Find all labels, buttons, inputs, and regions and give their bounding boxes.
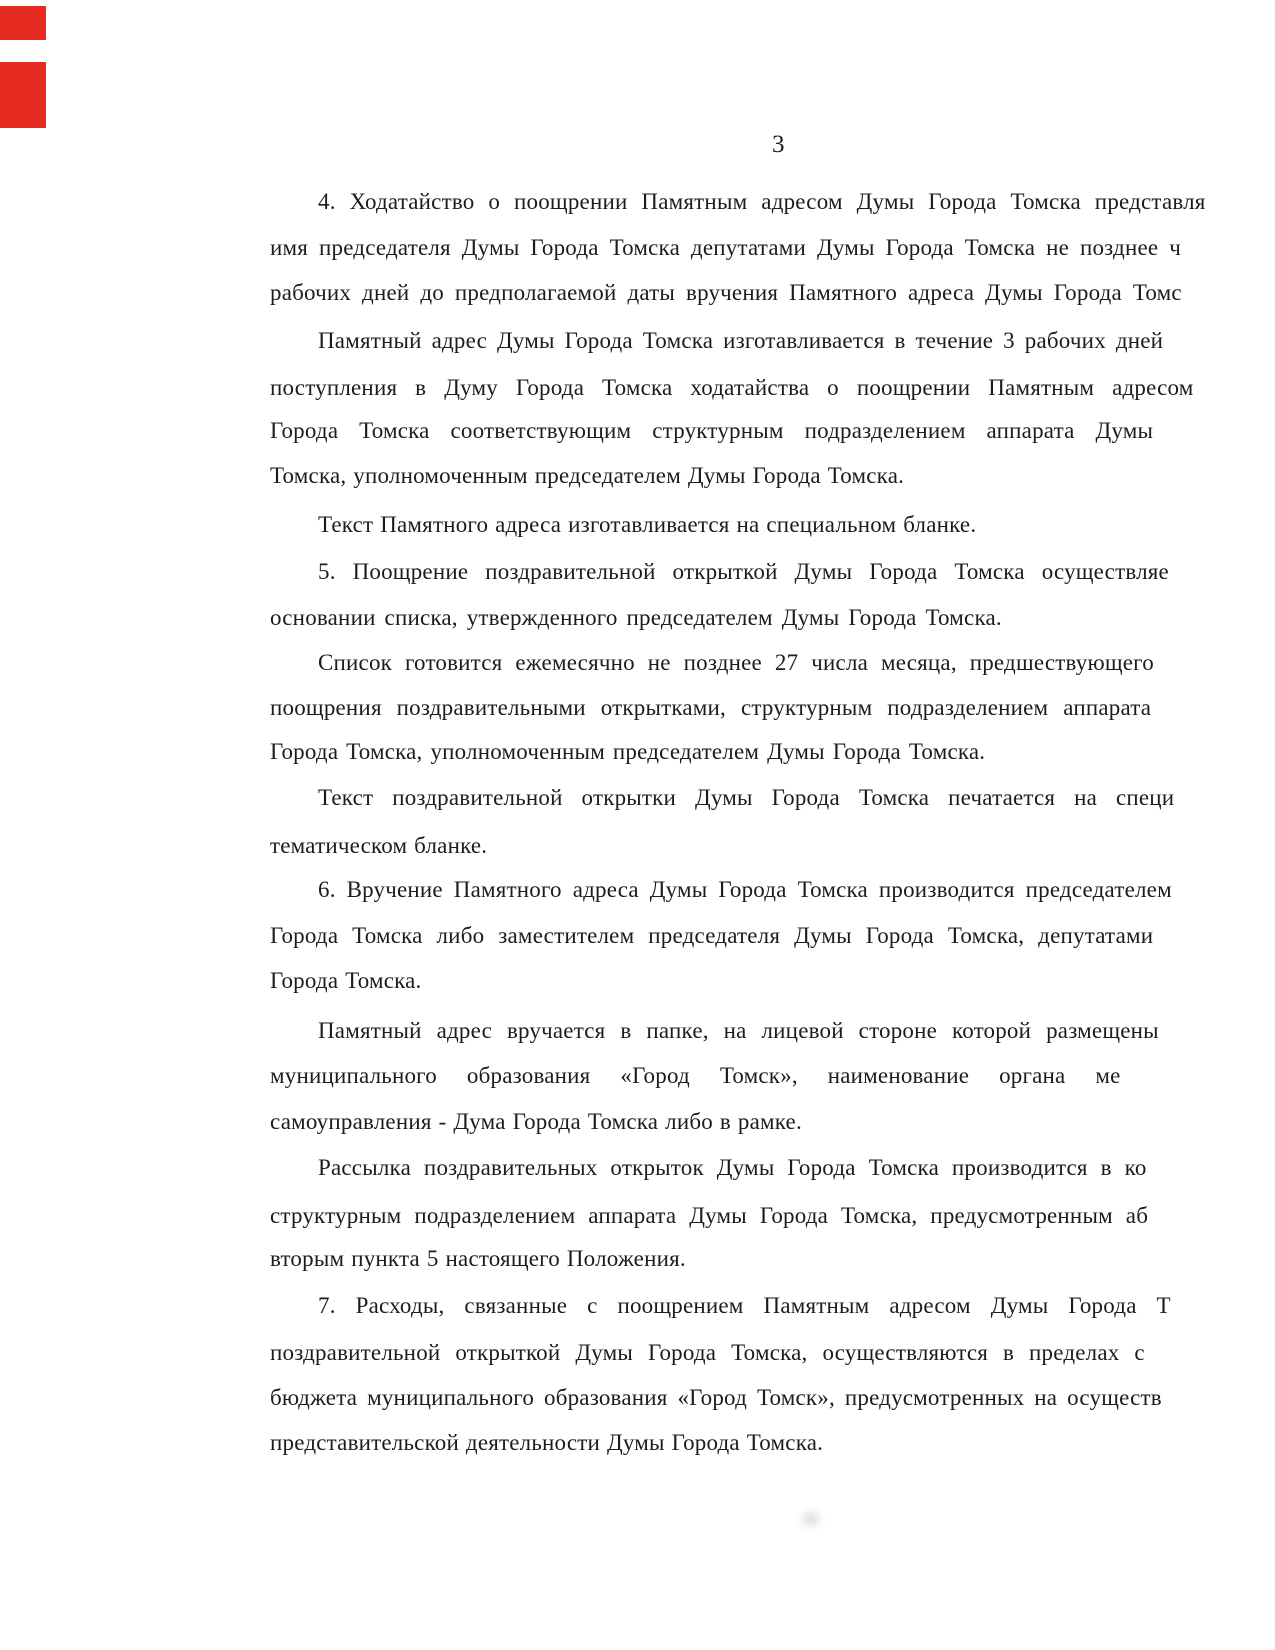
- text-line: 4. Ходатайство о поощрении Памятным адресом Думы Города Томска представля: [318, 189, 1206, 214]
- text-line: Список готовится ежемесячно не позднее 27 числа месяца, предшествующего: [318, 650, 1154, 675]
- red-scan-mark-bottom: [0, 62, 46, 128]
- text-line: основании списка, утвержденного председателем Думы Города Томска.: [270, 605, 1002, 630]
- page-number: 3: [772, 131, 785, 158]
- text-line: Города Томска.: [270, 968, 422, 993]
- text-line: 6. Вручение Памятного адреса Думы Города Томска производится председателем: [318, 877, 1172, 902]
- text-line: поступления в Думу Города Томска ходатайства о поощрении Памятным адресом: [270, 375, 1194, 400]
- text-line: Города Томска либо заместителем председателя Думы Города Томска, депутатами: [270, 923, 1154, 948]
- red-scan-mark-top: [0, 6, 46, 40]
- text-line: вторым пункта 5 настоящего Положения.: [270, 1246, 686, 1271]
- text-line: Текст поздравительной открытки Думы Города Томска печатается на специ: [318, 785, 1175, 810]
- text-line: Города Томска, уполномоченным председателем Думы Города Томска.: [270, 739, 986, 764]
- text-line: 5. Поощрение поздравительной открыткой Думы Города Томска осуществляе: [318, 559, 1169, 584]
- text-line: Томска, уполномоченным председателем Думы Города Томска.: [270, 463, 905, 488]
- text-line: поощрения поздравительными открытками, структурным подразделением аппарата: [270, 695, 1152, 720]
- scan-smudge: [802, 1512, 820, 1526]
- text-line: тематическом бланке.: [270, 833, 488, 858]
- text-line: имя председателя Думы Города Томска депутатами Думы Города Томска не позднее ч: [270, 235, 1181, 260]
- text-line: самоуправления - Дума Города Томска либо в рамке.: [270, 1109, 802, 1134]
- text-line: Памятный адрес вручается в папке, на лицевой стороне которой размещены: [318, 1018, 1159, 1043]
- text-line: 7. Расходы, связанные с поощрением Памятным адресом Думы Города Т: [318, 1293, 1171, 1318]
- text-line: рабочих дней до предполагаемой даты вручения Памятного адреса Думы Города Томс: [270, 280, 1182, 305]
- text-line: Текст Памятного адреса изготавливается на специальном бланке.: [318, 512, 977, 537]
- text-line: Рассылка поздравительных открыток Думы Города Томска производится в ко: [318, 1155, 1147, 1180]
- text-line: бюджета муниципального образования «Город Томск», предусмотренных на осуществ: [270, 1385, 1162, 1410]
- text-line: Города Томска соответствующим структурным подразделением аппарата Думы: [270, 418, 1154, 443]
- text-line: муниципального образования «Город Томск», наименование органа ме: [270, 1063, 1121, 1088]
- text-line: представительской деятельности Думы Города Томска.: [270, 1430, 824, 1455]
- text-line: структурным подразделением аппарата Думы Города Томска, предусмотренным аб: [270, 1203, 1149, 1228]
- text-line: поздравительной открыткой Думы Города Томска, осуществляются в пределах с: [270, 1340, 1145, 1365]
- text-line: Памятный адрес Думы Города Томска изготавливается в течение 3 рабочих дней: [318, 328, 1164, 353]
